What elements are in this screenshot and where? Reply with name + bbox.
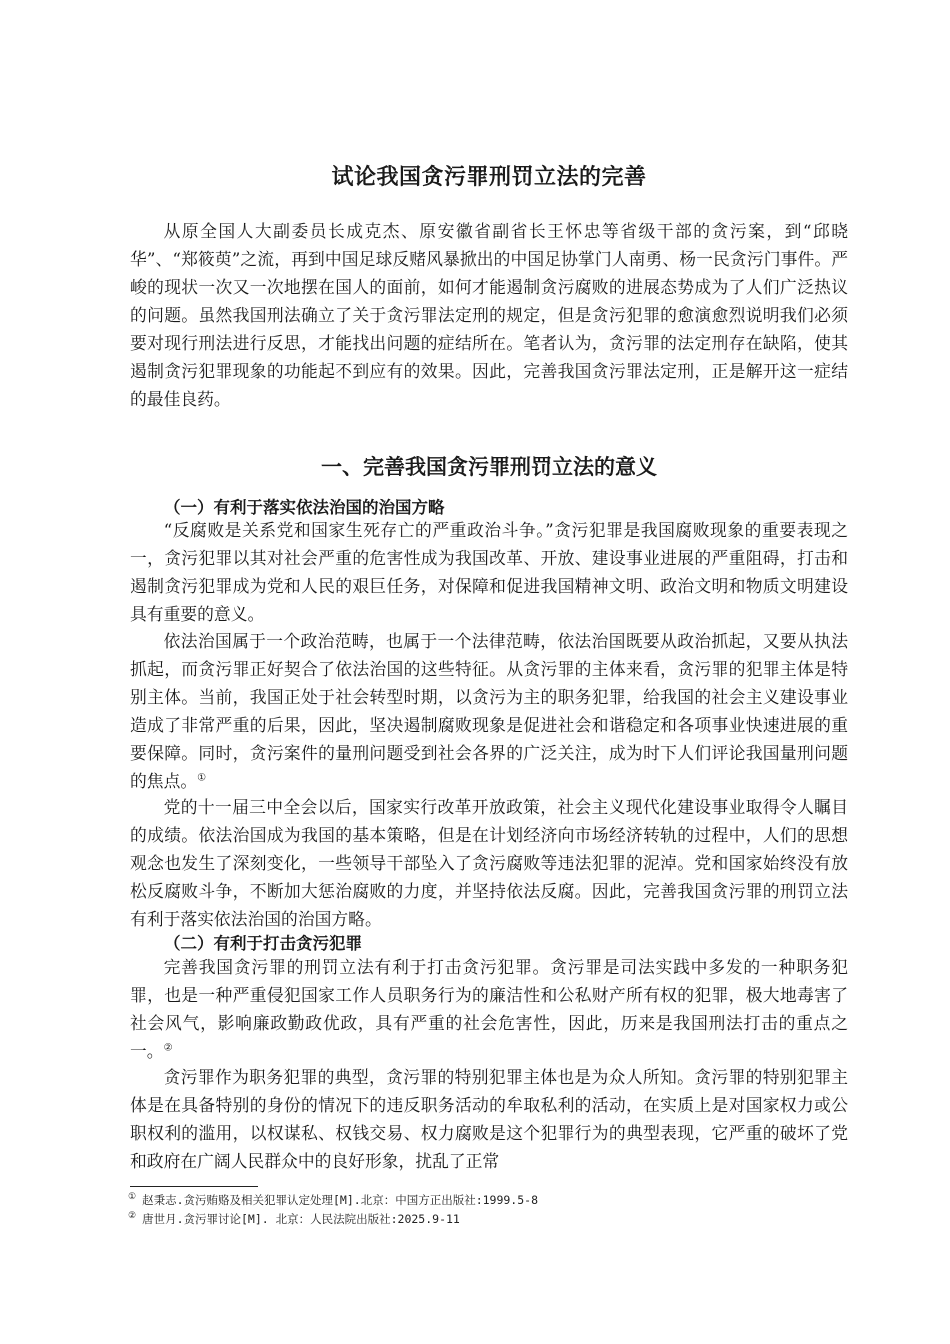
- section-heading-1: 一、完善我国贪污罪刑罚立法的意义: [321, 455, 657, 479]
- footnote-mark-2: ②: [128, 1211, 137, 1222]
- footnote-text-1: 赵秉志.贪污贿赂及相关犯罪认定处理[M].北京：中国方正出版社:1999.5-8: [142, 1193, 539, 1207]
- document-title: 试论我国贪污罪刑罚立法的完善: [331, 165, 647, 190]
- footnote-2: [128, 1211, 460, 1227]
- paragraph-2-1: [130, 953, 848, 1065]
- paragraph-2-1-text: 完善我国贪污罪的刑罚立法有利于打击贪污犯罪。贪污罪是司法实践中多发的一种职务犯罪，也是一种严重侵犯国家工作人员职务行为的廉洁性和公私财产所有权的犯罪，极大地毒害了社会风气，影响廉政勤政优政，具有严重的社会危害性，因此，历来是我国刑法打击的重点之一。: [130, 957, 848, 1061]
- subsection-heading-1: （一）有利于落实依法治国的治国方略: [164, 498, 445, 517]
- footnote-mark-1: ①: [128, 1192, 137, 1203]
- paragraph-1-2: [130, 627, 848, 795]
- paragraph-1-1: “反腐败是关系党和国家生死存亡的严重政治斗争。”贪污犯罪是我国腐败现象的重要表现之一，贪污犯罪以其对社会严重的危害性成为我国改革、开放、建设事业进展的严重阻碍，打击和遏制贪污犯罪成为党和人民的艰巨任务，对保障和促进我国精神文明、政治文明和物质文明建设具有重要的意义。: [130, 520, 848, 624]
- paragraph-2-2: 贪污罪作为职务犯罪的典型，贪污罪的特别犯罪主体也是为众人所知。贪污罪的特别犯罪主体是在具备特别的身份的情况下的违反职务活动的牟取私利的活动，在实质上是对国家权力或公职权利的滥用，以权谋私、权钱交易、权力腐败是这个犯罪行为的典型表现，它严重的破坏了党和政府在广阔人民群众中的良好形象，扰乱了正常: [130, 1067, 848, 1171]
- footnote-1: [128, 1192, 538, 1208]
- footnote-ref-1[interactable]: ①: [197, 772, 207, 784]
- footnote-ref-2[interactable]: ②: [163, 1042, 173, 1054]
- paragraph-1-2-text: 依法治国属于一个政治范畴，也属于一个法律范畴，依法治国既要从政治抓起，又要从执法抓起，而贪污罪正好契合了依法治国的这些特征。从贪污罪的主体来看，贪污罪的犯罪主体是特别主体。当前，我国正处于社会转型时期，以贪污为主的职务犯罪，给我国的社会主义建设事业造成了非常严重的后果，因此，坚决遏制腐败现象是促进社会和谐稳定和各项事业快速进展的重要保障。同时，贪污案件的量刑问题受到社会各界的广泛关注，成为时下人们评论我国量刑问题的焦点。: [130, 631, 848, 791]
- footnote-text-2: 唐世月.贪污罪讨论[M]. 北京：人民法院出版社:2025.9-11: [142, 1212, 460, 1226]
- subsection-heading-2: （二）有利于打击贪污犯罪: [164, 934, 362, 953]
- paragraph-1-3: 党的十一届三中全会以后，国家实行改革开放政策，社会主义现代化建设事业取得令人瞩目的成绩。依法治国成为我国的基本策略，但是在计划经济向市场经济转轨的过程中，人们的思想观念也发生了深刻变化，一些领导干部坠入了贪污腐败等违法犯罪的泥淖。党和国家始终没有放松反腐败斗争，不断加大惩治腐败的力度，并坚持依法反腐。因此，完善我国贪污罪的刑罚立法有利于落实依法治国的治国方略。: [130, 797, 848, 929]
- footnote-divider: [130, 1186, 258, 1187]
- intro-paragraph: 从原全国人大副委员长成克杰、原安徽省副省长王怀忠等省级干部的贪污案，到“邱晓华”、“郑筱萸”之流，再到中国足球反赌风暴掀出的中国足协掌门人南勇、杨一民贪污门事件。严峻的现状一次又一次地摆在国人的面前，如何才能遏制贪污腐败的进展态势成为了人们广泛热议的问题。虽然我国刑法确立了关于贪污罪法定刑的规定，但是贪污犯罪的愈演愈烈说明我们必须要对现行刑法进行反思，才能找出问题的症结所在。笔者认为，贪污罪的法定刑存在缺陷，使其遏制贪污犯罪现象的功能起不到应有的效果。因此，完善我国贪污罪法定刑，正是解开这一症结的最佳良药。: [130, 221, 848, 409]
